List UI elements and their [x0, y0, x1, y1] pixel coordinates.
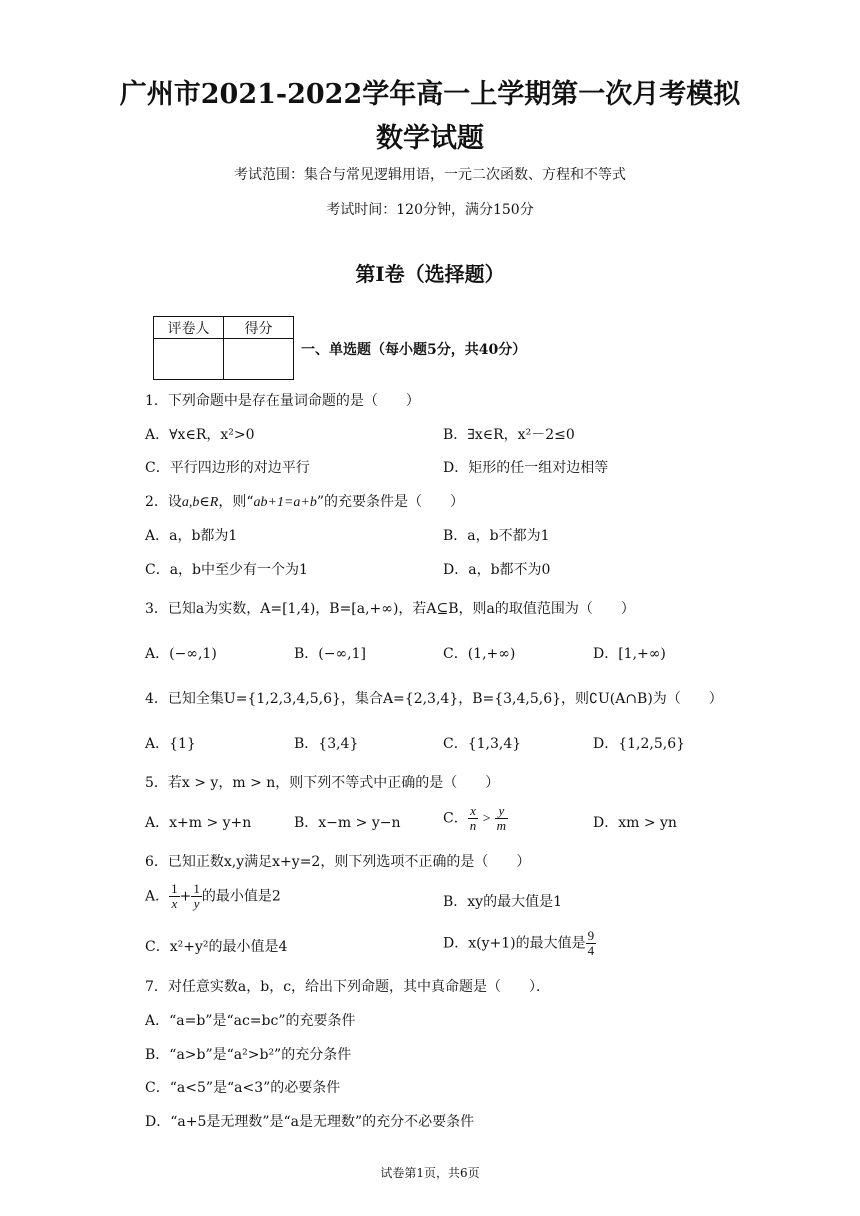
q2-option-b: B．a，b不都为1 [443, 528, 550, 544]
q6-stem: 6．已知正数x,y满足x+y=2，则下列选项不正确的是（ ） [145, 854, 531, 870]
q6-d-num: 9 [587, 928, 595, 943]
grader-header: 评卷人 [154, 317, 224, 339]
q6-option-b: B．xy的最大值是1 [443, 894, 562, 910]
q3-option-d: D．[1,+∞) [593, 646, 666, 662]
q5-c-gt: > [478, 811, 495, 827]
q7-option-d: D．“a+5是无理数”是“a是无理数”的充分不必要条件 [145, 1114, 475, 1130]
q7-option-a: A．“a=b”是“ac=bc”的充要条件 [145, 1013, 356, 1029]
grader-cell [154, 339, 224, 380]
q5-c-den2: m [496, 818, 507, 833]
q5-option-c-label: C． [443, 810, 468, 827]
q5-option-d: D．xm > yn [593, 815, 677, 831]
q1-option-d: D．矩形的任一组对边相等 [443, 460, 609, 476]
q2-option-a: A．a，b都为1 [145, 528, 238, 544]
exam-title-line2: 数学试题 [376, 123, 484, 154]
q7-option-c: C．“a<5”是“a<3”的必要条件 [145, 1080, 341, 1096]
q2-stem [145, 491, 464, 511]
exam-title-line1: 广州市2021-2022学年高一上学期第一次月考模拟 [119, 79, 741, 110]
q4-option-a: A．{1} [145, 736, 196, 752]
q5-option-b: B．x−m > y−n [294, 815, 401, 831]
q3-option-b: B．(−∞,1] [294, 646, 366, 662]
score-cell [224, 339, 294, 380]
q1-option-c: C．平行四边形的对边平行 [145, 460, 310, 476]
exam-scope: 考试范围：集合与常见逻辑用语，一元二次函数、方程和不等式 [234, 167, 626, 183]
page-footer: 试卷第1页，共6页 [380, 1166, 480, 1180]
q4-option-d: D．{1,2,5,6} [593, 736, 686, 752]
q6-d-den: 4 [587, 943, 595, 958]
q6-a-fraction-2 [191, 882, 202, 911]
q5-c-fraction-1 [468, 804, 479, 833]
q6-a-den1: x [171, 896, 178, 911]
q5-option-c [443, 804, 508, 833]
q1-option-a: A．∀x∈R，x²>0 [145, 427, 255, 443]
q6-a-den2: y [193, 896, 200, 911]
q6-option-d-head: D．x(y+1)的最大值是 [443, 935, 586, 952]
q2-stem-math2: ab+1=a+b [253, 495, 317, 510]
q5-c-fraction-2 [495, 804, 508, 833]
q6-option-d [443, 929, 596, 958]
q2-stem-math1: a,b∈R [181, 495, 219, 510]
score-header: 得分 [224, 317, 294, 339]
q3-option-a: A．(−∞,1) [145, 646, 217, 662]
q6-option-a-label: A． [145, 888, 170, 905]
q2-option-c: C．a，b中至少有一个为1 [145, 562, 308, 578]
q4-option-c: C．{1,3,4} [443, 736, 522, 752]
exam-time: 考试时间：120分钟，满分150分 [326, 202, 534, 218]
q2-stem-post: ”的充要条件是（ ） [316, 494, 465, 510]
q6-option-a [145, 882, 281, 911]
q5-c-num1: x [468, 804, 479, 819]
q5-option-a: A．x+m > y+n [145, 815, 252, 831]
q6-a-num2: 1 [193, 881, 200, 896]
q5-stem: 5．若x > y，m > n，则下列不等式中正确的是（ ） [145, 775, 500, 791]
part-heading: 第I卷（选择题） [355, 262, 505, 286]
section-heading: 一、单选题（每小题5分，共40分） [301, 342, 527, 358]
q5-c-den1: n [469, 818, 477, 833]
q6-a-fraction-1 [169, 882, 180, 911]
q2-stem-pre: 2．设 [145, 494, 182, 510]
q3-option-c: C．(1,+∞) [443, 646, 516, 662]
q7-stem: 7．对任意实数a，b，c，给出下列命题，其中真命题是（ ）． [145, 979, 551, 995]
q6-option-a-tail: 的最小值是2 [201, 888, 281, 905]
q3-stem: 3．已知a为实数，A=[1,4)，B=[a,+∞)，若A⊆B，则a的取值范围为（ ） [145, 601, 635, 617]
q4-stem: 4．已知全集U={1,2,3,4,5,6}，集合A={2,3,4}，B={3,4,5,6}，则∁U(A∩B)为（ ） [145, 691, 723, 707]
q6-a-num1: 1 [171, 881, 178, 896]
q2-stem-mid: ，则“ [218, 494, 254, 510]
grader-table [153, 316, 294, 380]
q4-option-b: B．{3,4} [294, 736, 359, 752]
q6-a-plus: + [179, 888, 192, 905]
q5-c-num2: y [495, 804, 508, 819]
q6-d-fraction [586, 929, 597, 958]
q6-option-c: C．x²+y²的最小值是4 [145, 939, 288, 955]
q7-option-b: B．“a>b”是“a²>b²”的充分条件 [145, 1047, 352, 1063]
q2-option-d: D．a，b都不为0 [443, 562, 551, 578]
q1-stem: 1．下列命题中是存在量词命题的是（ ） [145, 393, 420, 409]
q1-option-b: B．∃x∈R，x²－2≤0 [443, 427, 575, 443]
